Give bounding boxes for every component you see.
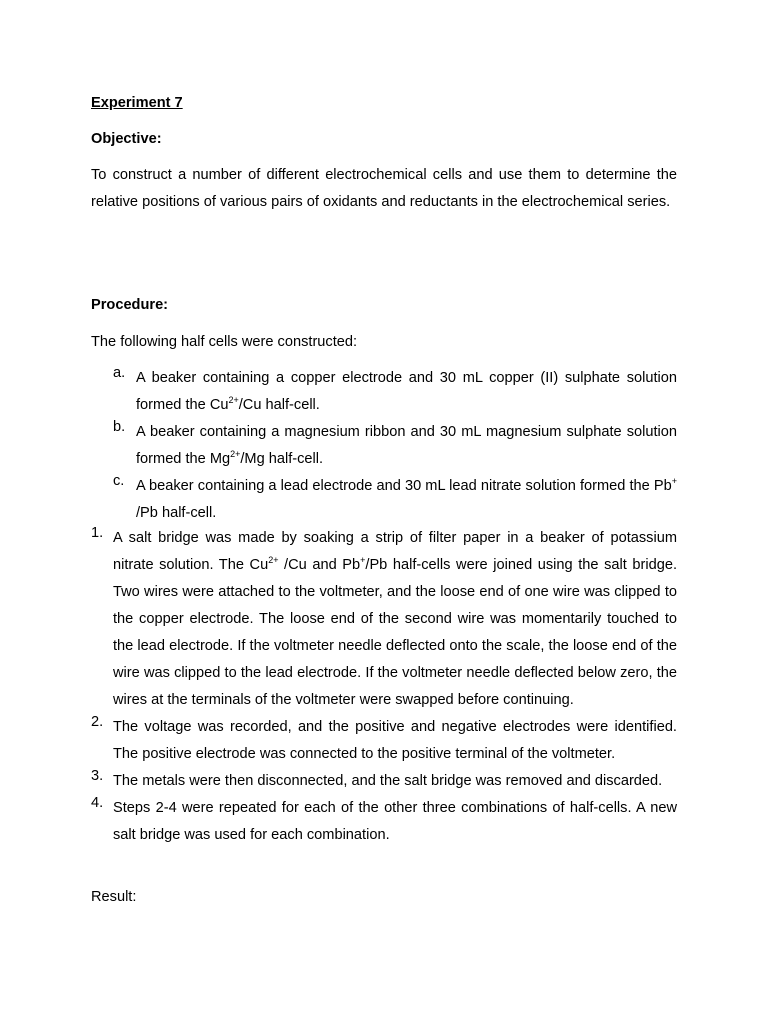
superscript-charge: 2+ bbox=[230, 449, 241, 459]
half-cell-text: A beaker containing a copper electrode and 30 mL copper (II) sulphate solution formed the $Cu^{2+}/Cu$ half-cell. bbox=[136, 370, 677, 413]
procedure-step-1 bbox=[91, 525, 677, 714]
step-text: A salt bridge was made by soaking a strip of filter paper in a beaker of potassium nitrate solution. The $Cu^{2+}$ /Cu and Pb+/Pb half-cells were joined using the salt bridge. Two wires were attached to the voltmeter, and the loose end of one wire was clipped to the copper electrode. The loose end of the second wire was momentarily touched to the lead electrode. If the voltmeter needle deflected onto the scale, the loose end of the wire was clipped to the lead electrode. If the voltmeter needle deflected below zero, the wires at the terminals of the voltmeter were swapped before continuing. bbox=[113, 530, 678, 708]
objective-text: To construct a number of different electrochemical cells and use them to determine the relative positions of various pairs of oxidants and reductants in the electrochemical series. bbox=[91, 167, 677, 210]
step-text: Steps 2-4 were repeated for each of the other three combinations of half-cells. A new salt bridge was used for each combination. bbox=[113, 800, 677, 843]
procedure-intro: The following half cells were constructed: bbox=[91, 334, 358, 350]
procedure-step-4 bbox=[91, 795, 677, 849]
half-cell-item-b bbox=[113, 419, 677, 473]
superscript-charge: 2+ bbox=[268, 555, 279, 565]
procedure-step-2 bbox=[91, 714, 677, 768]
procedure-step-3 bbox=[91, 768, 677, 795]
superscript-charge: 2+ bbox=[228, 395, 239, 405]
list-marker: b. bbox=[113, 419, 126, 435]
half-cell-text: A beaker containing a magnesium ribbon and 30 mL magnesium sulphate solution formed the $Mg^{2+}/Mg$ half-cell. bbox=[136, 424, 677, 467]
step-text: The voltage was recorded, and the positive and negative electrodes were identified. The positive electrode was connected to the positive terminal of the voltmeter. bbox=[113, 719, 677, 762]
superscript-charge: + bbox=[360, 555, 366, 565]
list-marker: 1. bbox=[91, 525, 104, 541]
step-text: The metals were then disconnected, and the salt bridge was removed and discarded. bbox=[113, 773, 663, 789]
procedure-steps bbox=[91, 525, 677, 849]
superscript-charge: + bbox=[671, 476, 677, 486]
half-cell-list bbox=[113, 365, 677, 527]
half-cell-item-c bbox=[113, 473, 677, 527]
list-marker: 4. bbox=[91, 795, 104, 811]
list-marker: 2. bbox=[91, 714, 104, 730]
half-cell-item-a bbox=[113, 365, 677, 419]
list-marker: a. bbox=[113, 365, 126, 381]
objective-heading: Objective: bbox=[91, 131, 162, 147]
list-marker: 3. bbox=[91, 768, 104, 784]
half-cell-text: A beaker containing a lead electrode and 30 mL lead nitrate solution formed the Pb+ /Pb half-cell. bbox=[136, 476, 677, 521]
result-heading: Result: bbox=[91, 889, 137, 905]
procedure-heading: Procedure: bbox=[91, 297, 169, 313]
experiment-title: Experiment 7 bbox=[91, 95, 183, 111]
list-marker: c. bbox=[113, 473, 125, 489]
